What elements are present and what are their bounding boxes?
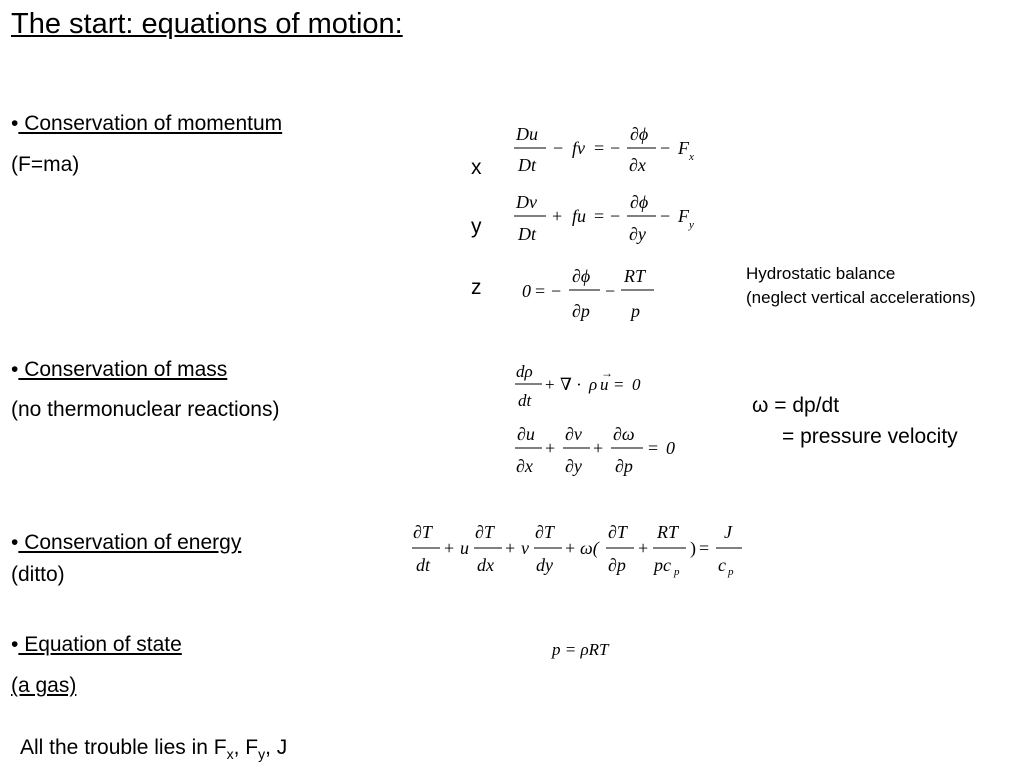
svg-text:=: =	[594, 138, 605, 158]
footer-sep: , F	[233, 736, 259, 759]
svg-text:u: u	[600, 375, 609, 394]
mass-heading-text: Conservation of mass	[18, 358, 228, 381]
svg-text:∂x: ∂x	[629, 155, 646, 175]
svg-text:=: =	[535, 281, 546, 301]
svg-text:p: p	[728, 566, 734, 578]
omega-definition: ω = dp/dt	[752, 394, 840, 417]
svg-text:∂T: ∂T	[475, 522, 494, 542]
svg-text:∂p: ∂p	[572, 301, 590, 321]
svg-text:c: c	[718, 555, 726, 575]
svg-text:−: −	[660, 138, 671, 158]
svg-text:F: F	[678, 206, 689, 226]
footer-note	[20, 736, 287, 762]
svg-text:+: +	[593, 438, 604, 458]
svg-text:v: v	[521, 538, 529, 558]
svg-text:→: →	[601, 366, 613, 380]
equation-continuity-pressure	[512, 422, 692, 482]
svg-text:−: −	[553, 138, 564, 158]
mass-subtitle: (no thermonuclear reactions)	[11, 398, 280, 421]
svg-text:): )	[690, 538, 696, 558]
state-heading-text: Equation of state	[18, 633, 182, 656]
svg-text:J: J	[724, 522, 732, 542]
svg-text:∂T: ∂T	[608, 522, 627, 542]
svg-text:∂u: ∂u	[517, 424, 535, 444]
svg-text:Du: Du	[516, 124, 538, 144]
svg-text:RT: RT	[657, 522, 679, 542]
hydrostatic-note-line2: (neglect vertical accelerations)	[746, 288, 976, 307]
svg-text:∂ϕ: ∂ϕ	[630, 124, 649, 144]
bullet: •	[11, 358, 19, 381]
svg-text:+: +	[444, 538, 455, 558]
svg-text:dt: dt	[518, 391, 532, 410]
svg-text:+: +	[638, 538, 649, 558]
energy-heading	[11, 531, 241, 555]
svg-text:−: −	[610, 138, 621, 158]
page-title: The start: equations of motion:	[11, 8, 403, 40]
footer-sub-y: y	[258, 746, 266, 763]
svg-text:p: p	[631, 301, 640, 321]
svg-text:RT: RT	[624, 266, 646, 286]
hydrostatic-note-line1: Hydrostatic balance	[746, 264, 896, 283]
axis-label-x: x	[471, 156, 482, 179]
footer-suffix: , J	[265, 736, 288, 759]
svg-text:x: x	[689, 151, 694, 163]
svg-text:∂T: ∂T	[535, 522, 554, 542]
svg-text:u: u	[460, 538, 469, 558]
svg-text:∂y: ∂y	[565, 456, 582, 476]
svg-text:∂y: ∂y	[629, 224, 646, 244]
svg-text:∂ω: ∂ω	[613, 424, 635, 444]
momentum-heading	[11, 112, 282, 136]
svg-text:−: −	[551, 281, 562, 301]
svg-text:y: y	[689, 219, 694, 231]
state-subtitle: (a gas)	[11, 674, 77, 697]
svg-text:∂p: ∂p	[608, 555, 626, 575]
svg-text:+: +	[552, 206, 563, 226]
svg-text:=: =	[614, 375, 624, 394]
bullet: •	[11, 531, 19, 554]
svg-text:Dt: Dt	[518, 155, 536, 175]
svg-text:∂v: ∂v	[565, 424, 582, 444]
svg-text:0: 0	[522, 281, 531, 301]
momentum-subtitle: (F=ma)	[11, 153, 80, 176]
footer-sub-x: x	[226, 746, 234, 763]
svg-text:=: =	[699, 538, 710, 558]
svg-text:∇ ·: ∇ ·	[560, 375, 582, 394]
omega-description: = pressure velocity	[782, 425, 958, 448]
svg-text:p: p	[674, 566, 680, 578]
svg-text:0: 0	[632, 375, 641, 394]
equation-x-momentum	[510, 120, 710, 182]
equation-state: p = ρRT	[552, 640, 609, 659]
svg-text:+: +	[565, 538, 576, 558]
svg-text:=: =	[594, 206, 605, 226]
svg-text:Dt: Dt	[518, 224, 536, 244]
svg-text:∂ϕ: ∂ϕ	[630, 192, 649, 212]
svg-text:dt: dt	[416, 555, 431, 575]
axis-label-z: z	[471, 276, 482, 299]
svg-text:dρ: dρ	[516, 362, 533, 381]
svg-text:fv: fv	[572, 138, 585, 158]
svg-text:∂x: ∂x	[516, 456, 533, 476]
svg-text:F: F	[678, 138, 689, 158]
equation-y-momentum	[510, 188, 710, 250]
svg-text:∂T: ∂T	[413, 522, 432, 542]
bullet: •	[11, 633, 19, 656]
mass-heading	[11, 358, 227, 382]
equation-continuity-density	[512, 360, 662, 416]
svg-text:dx: dx	[477, 555, 494, 575]
svg-text:fu: fu	[572, 206, 587, 226]
momentum-heading-text: Conservation of momentum	[18, 112, 283, 135]
svg-text:+: +	[545, 375, 555, 394]
svg-text:ρ: ρ	[589, 375, 598, 394]
svg-text:Dv: Dv	[516, 192, 537, 212]
axis-label-y: y	[471, 215, 482, 238]
svg-text:+: +	[545, 438, 556, 458]
svg-text:dy: dy	[536, 555, 553, 575]
svg-text:0: 0	[666, 438, 675, 458]
svg-text:−: −	[605, 281, 616, 301]
svg-text:−: −	[660, 206, 671, 226]
footer-prefix: All the trouble lies in F	[20, 736, 227, 759]
state-heading	[11, 633, 182, 657]
bullet: •	[11, 112, 19, 135]
equation-energy	[408, 518, 753, 582]
svg-text:=: =	[648, 438, 659, 458]
svg-text:−: −	[610, 206, 621, 226]
svg-text:pc: pc	[654, 555, 671, 575]
svg-text:+: +	[505, 538, 516, 558]
svg-text:ω(: ω(	[580, 538, 599, 558]
svg-text:∂ϕ: ∂ϕ	[572, 266, 591, 286]
energy-heading-text: Conservation of energy	[18, 531, 242, 554]
energy-subtitle: (ditto)	[11, 563, 65, 586]
svg-text:∂p: ∂p	[615, 456, 633, 476]
equation-hydrostatic	[518, 260, 668, 326]
